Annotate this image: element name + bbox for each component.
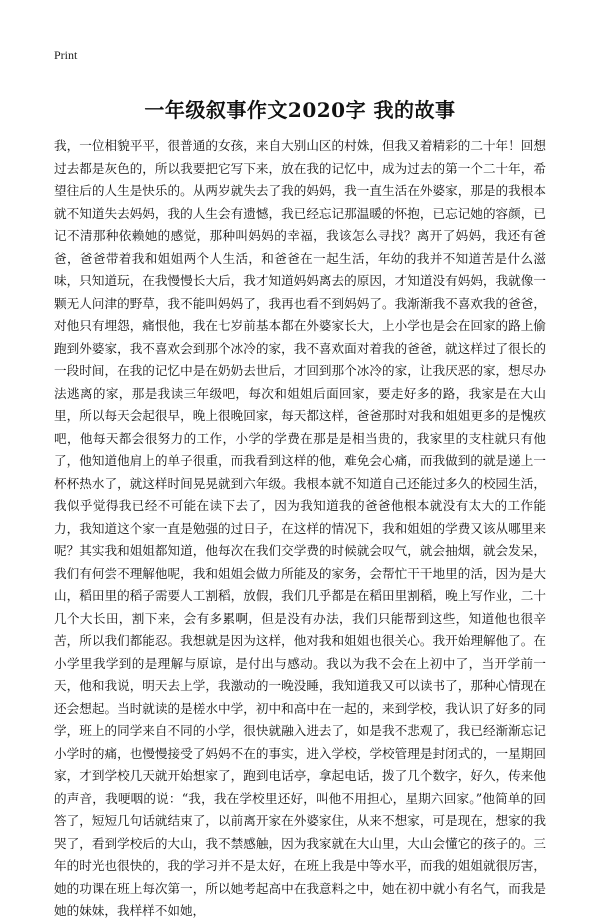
print-link[interactable]: Print: [54, 48, 78, 62]
article-body: 我，一位相貌平平，很普通的女孩，来自大别山区的村姝，但我又着精彩的二十年！回想过去都是灰色的，所以我要把它写下来，放在我的记忆中，成为过去的第一个二十年，希望往后的人生是快乐的。从两岁就失去了我的妈妈，我一直生活在外婆家，那是的我根本就不知道失去妈妈，我的人生会有遗憾，我已经忘记那温暖的怀抱，已忘记她的容颜，已记不清那种依赖她的感觉，那种叫妈妈的幸福，我该怎么寻找？离开了妈妈，我还有爸爸，爸爸带着我和姐姐两个人生活，和爸爸在一起生活，年幼的我并不知道苦是什么滋味，只知道玩，在我慢慢长大后，我才知道妈妈离去的原因，才知道没有妈妈，我就像一颗无人问津的野草，我不能叫妈妈了，我再也看不到妈妈了。我渐渐我不喜欢我的爸爸，对他只有埋怨，痛恨他，我在七岁前基本都在外婆家长大，上小学也是会在回家的路上偷跑到外婆家，我不喜欢会到那个冰冷的家，我不喜欢面对着我的爸爸，就这样过了很长的一段时间，在我的记忆中是在奶奶去世后，才回到那个冰冷的家，让我厌恶的家，想尽办法逃离的家，那是我读三年级吧，每次和姐姐后面回家，要走好多的路，我家是在大山里，所以每天会起很早，晚上很晚回家，每天都这样，爸爸那时对我和姐姐更多的是愧疚吧，他每天都会很努力的工作，小学的学费在那是是相当贵的，我家里的支柱就只有他了，他知道他肩上的单子很重，而我看到这样的他，难免会心痛，而我做到的就是递上一杯杯热水了，就这样时间晃晃就到六年级。我根本就不知道自己还能过多久的校园生活，我似乎觉得我已经不可能在读下去了，因为我知道我的爸爸他根本就没有太大的工作能力，我知道这个家一直是勉强的过日子，在这样的情况下，我和姐姐的学费又该从哪里来呢？其实我和姐姐都知道，他每次在我们交学费的时候就会叹气，就会抽烟，就会发呆，我们有何尝不理解他呢，我和姐姐会做力所能及的家务，会帮忙干干地里的活，因为是大山，稻田里的稻子需要人工割稻，放假，我们几乎都是在稻田里割稻，晚上写作业，二十几个大长田，割下来，会有多累啊，但是没有办法，我们只能帮到这些，知道他也很辛苦，所以我们都能忍。我想就是因为这样，他对我和姐姐也很关心。我开始理解他了。在小学里我学到的是理解与原谅，是付出与感动。我以为我不会在上初中了，当开学前一天，他和我说，明天去上学，我激动的一晚没睡，我知道我又可以读书了，那种心情现在还会想起。当时就读的是槎水中学，初中和高中在一起的，来到学校，我认识了好多的同学，班上的同学来自不同的小学，很快就融入进去了，如是我不悲观了，我已经渐渐忘记小学时的痛，也慢慢接受了妈妈不在的事实，进入学校，学校管理是封闭式的，一星期回家，才到学校几天就开始想家了，跑到电话亭，拿起电话，拨了几个数字，好久，传来他的声音，我哽咽的说：“我，我在学校里还好，叫他不用担心，星期六回家。”他简单的回答了，短短几句话就结束了，以前离开家在外婆家住，从来不想家，可是现在，想家的我哭了，看到学校后的大山，我不禁感触，因为我家就在大山里，大山会懂它的孩子的。三年的时光也很快的，我的学习并不是太好，在班上我是中等水平，而我的姐姐就很厉害，她的功课在班上每次第一，所以她考起高中在我意料之中，她在初中就小有名气，而我是她的妹妹，我样样不如她，: [54, 138, 546, 918]
article-title: 一年级叙事作文2020字 我的故事: [144, 98, 456, 122]
